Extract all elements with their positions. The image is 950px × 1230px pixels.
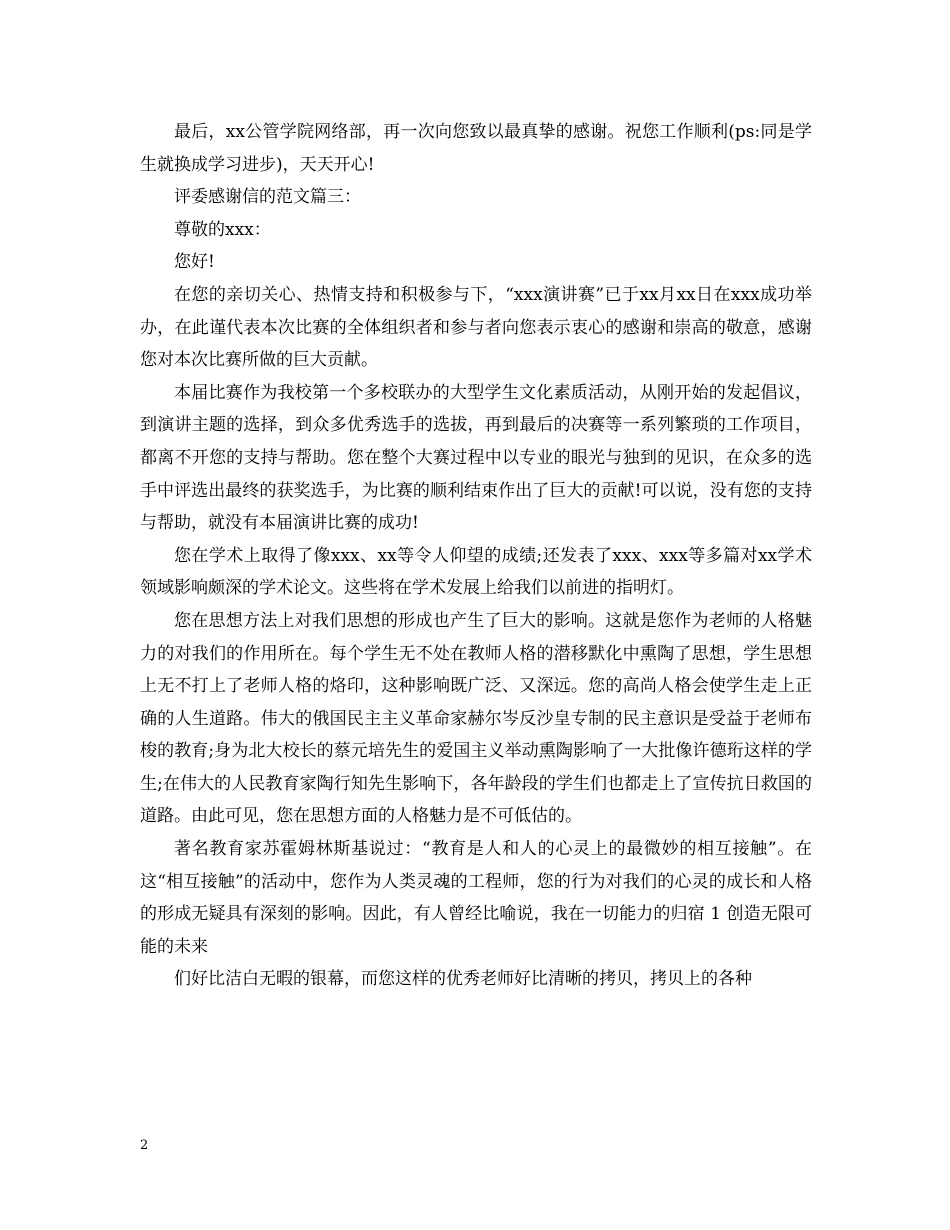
paragraph-body: 在您的亲切关心、热情支持和积极参与下，“xxx演讲赛”已于xx月xx日在xxx成功举办，在此谨代表本次比赛的全体组织者和参与者向您表示衷心的感谢和崇高的敬意，感谢您对本次比赛所做的巨大贡献。 [140, 284, 812, 371]
paragraph-section-heading: 评委感谢信的范文篇三： [174, 187, 361, 208]
paragraph-closing: 最后，xx公管学院网络部，再一次向您致以最真挚的感谢。祝您工作顺利(ps:同是学生就换成学习进步)，天天开心! [140, 122, 812, 175]
paragraph-body: 您在思想方法上对我们思想的形成也产生了巨大的影响。这就是您作为老师的人格魅力的对我们的作用所在。每个学生无不处在教师人格的潜移默化中熏陶了思想，学生思想上无不打上了老师人格的烙印，这种影响既广泛、又深远。您的高尚人格会使学生走上正确的人生道路。伟大的俄国民主主义革命家赫尔岑反沙皇专制的民主意识是受益于老师布梭的教育;身为北大校长的蔡元培先生的爱国主义举动熏陶影响了一大批像许德珩这样的学生;在伟大的人民教育家陶行知先生影响下，各年龄段的学生们也都走上了宣传抗日救国的道路。由此可见，您在思想方面的人格魅力是不可低估的。 [140, 610, 812, 827]
paragraph-salutation: 尊敬的xxx： [174, 219, 271, 240]
document-body [140, 116, 812, 996]
paragraph-body: 们好比洁白无暇的银幕，而您这样的优秀老师好比清晰的拷贝，拷贝上的各种 [174, 969, 752, 990]
paragraph-greeting: 您好! [174, 252, 215, 273]
paragraph-body: 著名教育家苏霍姆林斯基说过：“教育是人和人的心灵上的最微妙的相互接触”。在这“相互接触”的活动中，您作为人类灵魂的工程师，您的行为对我们的心灵的成长和人格的形成无疑具有深刻的影响。因此，有人曾经比喻说，我在一切能力的归宿 1 创造无限可能的未来 [140, 839, 812, 957]
page-number: 2 [140, 1138, 149, 1153]
paragraph-body: 您在学术上取得了像xxx、xx等令人仰望的成绩;还发表了xxx、xxx等多篇对xx学术领域影响颇深的学术论文。这些将在学术发展上给我们以前进的指明灯。 [140, 545, 812, 599]
paragraph-body: 本届比赛作为我校第一个多校联办的大型学生文化素质活动，从刚开始的发起倡议，到演讲主题的选择，到众多优秀选手的选拔，再到最后的决赛等一系列繁琐的工作项目，都离不开您的支持与帮助。您在整个大赛过程中以专业的眼光与独到的见识，在众多的选手中评选出最终的获奖选手，为比赛的顺利结束作出了巨大的贡献!可以说，没有您的支持与帮助，就没有本届演讲比赛的成功! [140, 382, 812, 534]
